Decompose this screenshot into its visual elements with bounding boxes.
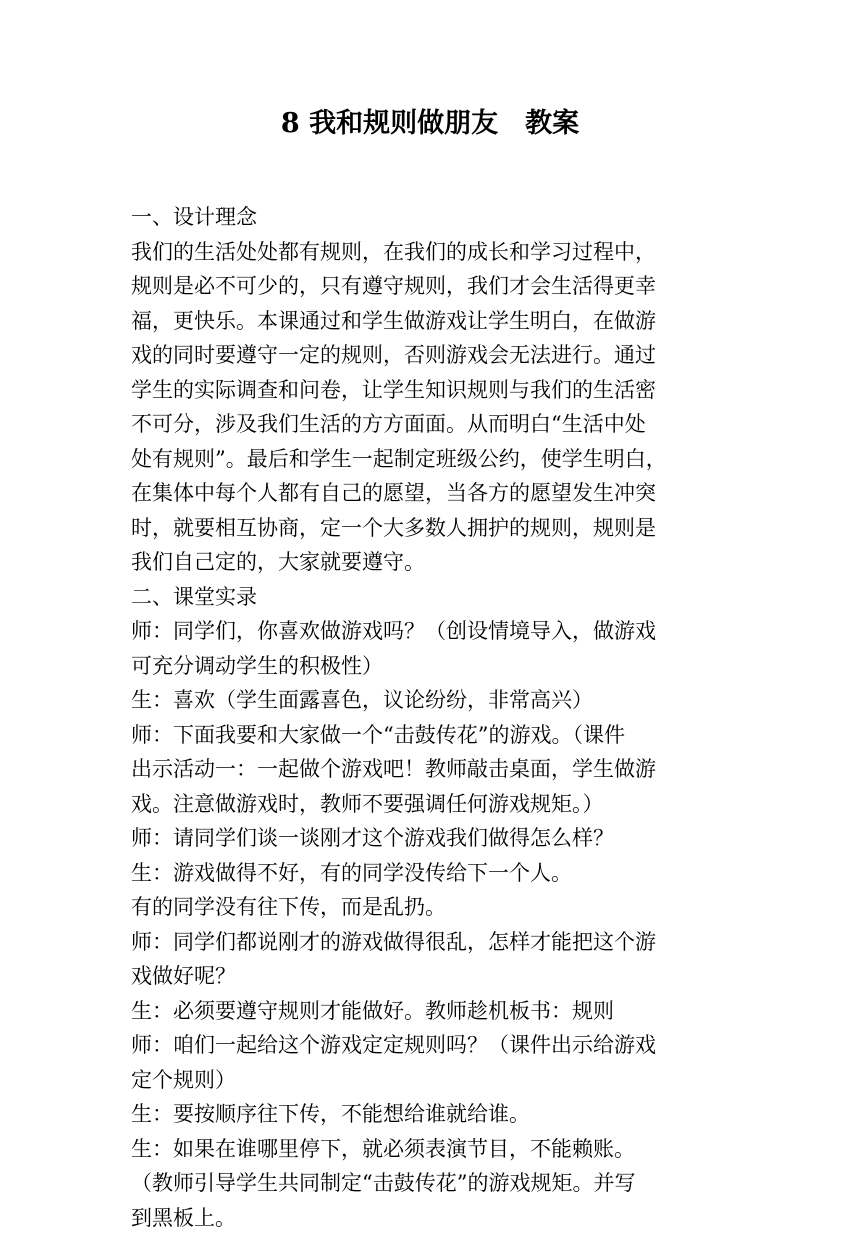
dialogue-line: 戏。注意做游戏时，教师不要强调任何游戏规矩。） (131, 787, 729, 822)
document-title: 8 我和规则做朋友 教案 (0, 104, 860, 144)
paragraph-line: 学生的实际调查和问卷，让学生知识规则与我们的生活密 (131, 373, 729, 408)
dialogue-line: 师：下面我要和大家做一个“击鼓传花”的游戏。（课件 (131, 718, 729, 753)
dialogue-line: 师：请同学们谈一谈刚才这个游戏我们做得怎么样？ (131, 821, 729, 856)
paragraph-line: 我们自己定的，大家就要遵守。 (131, 545, 729, 580)
dialogue-line: 师：咱们一起给这个游戏定定规则吗？（课件出示给游戏 (131, 1028, 729, 1063)
dialogue-line: 生：如果在谁哪里停下，就必须表演节目，不能赖账。 (131, 1132, 729, 1167)
dialogue-line: 戏做好呢？ (131, 959, 729, 994)
document-body (131, 200, 729, 1235)
section-heading-classroom-record: 二、课堂实录 (131, 580, 729, 615)
dialogue-line: 可充分调动学生的积极性） (131, 649, 729, 684)
dialogue-line: 定个规则） (131, 1063, 729, 1098)
dialogue-line: 生：必须要遵守规则才能做好。教师趁机板书：规则 (131, 994, 729, 1029)
paragraph-line: 福，更快乐。本课通过和学生做游戏让学生明白，在做游 (131, 304, 729, 339)
dialogue-line: 生：要按顺序往下传，不能想给谁就给谁。 (131, 1097, 729, 1132)
paragraph-line: 戏的同时要遵守一定的规则，否则游戏会无法进行。通过 (131, 338, 729, 373)
paragraph-line: 规则是必不可少的，只有遵守规则，我们才会生活得更幸 (131, 269, 729, 304)
dialogue-line: 生：游戏做得不好，有的同学没传给下一个人。 (131, 856, 729, 891)
dialogue-line: 生：喜欢（学生面露喜色，议论纷纷，非常高兴） (131, 683, 729, 718)
dialogue-line: 师：同学们都说刚才的游戏做得很乱，怎样才能把这个游 (131, 925, 729, 960)
paragraph-line: 在集体中每个人都有自己的愿望，当各方的愿望发生冲突 (131, 476, 729, 511)
dialogue-line: 有的同学没有往下传，而是乱扔。 (131, 890, 729, 925)
paragraph-line: 我们的生活处处都有规则，在我们的成长和学习过程中， (131, 235, 729, 270)
dialogue-line: （教师引导学生共同制定“击鼓传花”的游戏规矩。并写 (131, 1166, 729, 1201)
paragraph-line: 时，就要相互协商，定一个大多数人拥护的规则，规则是 (131, 511, 729, 546)
paragraph-line: 处有规则”。最后和学生一起制定班级公约，使学生明白， (131, 442, 729, 477)
section-heading-design-concept: 一、设计理念 (131, 200, 729, 235)
dialogue-line: 到黑板上。 (131, 1201, 729, 1235)
dialogue-line: 出示活动一：一起做个游戏吧！教师敲击桌面，学生做游 (131, 752, 729, 787)
dialogue-line: 师：同学们，你喜欢做游戏吗？（创设情境导入，做游戏 (131, 614, 729, 649)
paragraph-line: 不可分，涉及我们生活的方方面面。从而明白“生活中处 (131, 407, 729, 442)
